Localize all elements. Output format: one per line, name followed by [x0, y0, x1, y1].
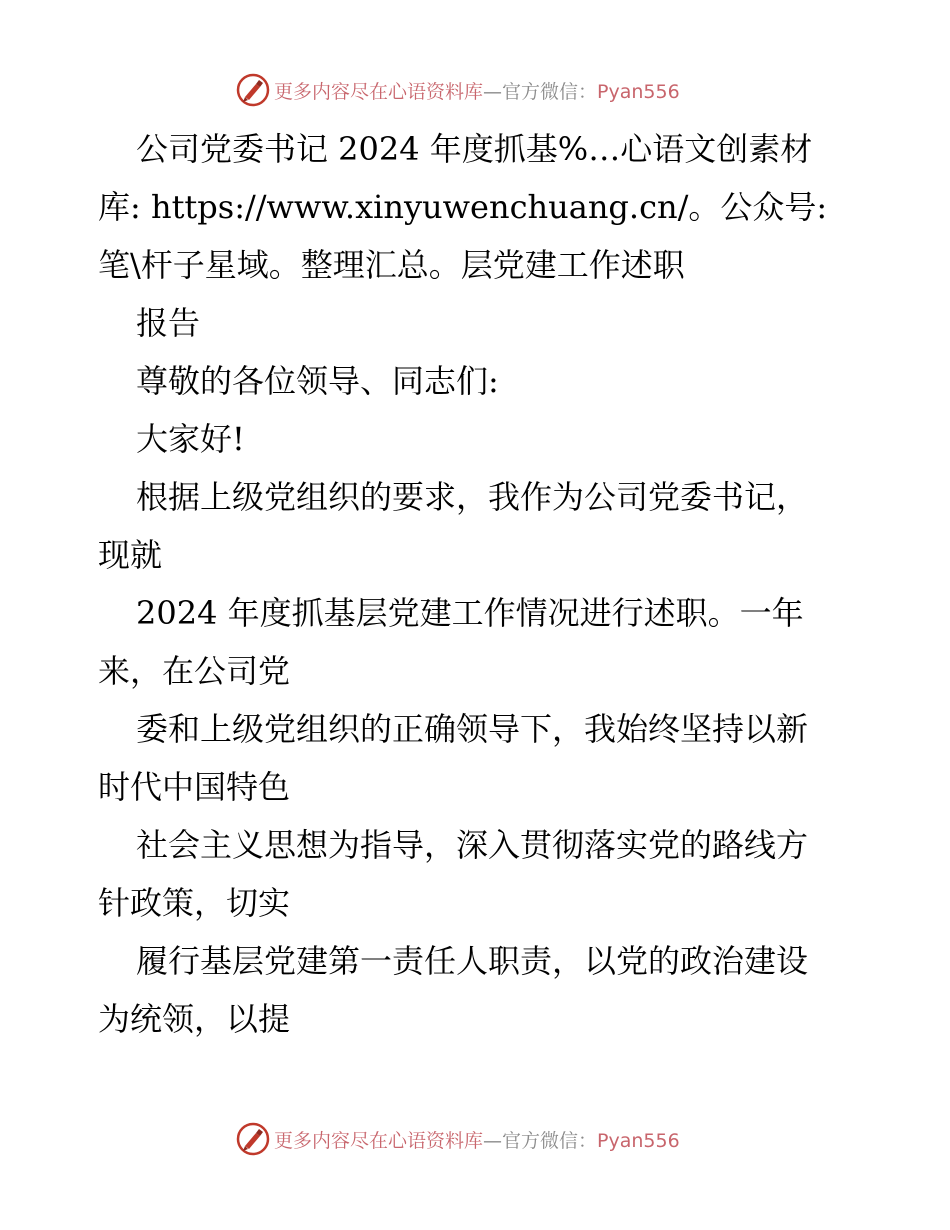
watermark-text: 更多内容尽在心语资料库—官方微信：Pyan556 — [274, 80, 680, 103]
document-body — [98, 120, 858, 1048]
paragraph-line: 社会主义思想为指导，深入贯彻落实党的路线方 — [136, 826, 809, 864]
watermark-footer — [236, 1122, 716, 1156]
paragraph-line: 库: https://www.xinyuwenchuang.cn/。公众号: — [98, 188, 828, 226]
watermark-header — [236, 73, 716, 107]
paragraph-line: 报告 — [136, 304, 201, 342]
paragraph-line: 履行基层党建第一责任人职责，以党的政治建设 — [136, 942, 809, 980]
pen-logo-icon — [236, 73, 270, 107]
paragraph-line: 来，在公司党 — [98, 652, 291, 690]
paragraph-line: 现就 — [98, 536, 163, 574]
paragraph-line: 为统领，以提 — [98, 1000, 291, 1038]
paragraph-line: 委和上级党组织的正确领导下，我始终坚持以新 — [136, 710, 809, 748]
paragraph-line: 针政策，切实 — [98, 884, 291, 922]
paragraph-line: 2024 年度抓基层党建工作情况进行述职。一年 — [136, 594, 804, 632]
paragraph-line: 时代中国特色 — [98, 768, 291, 806]
greeting-line: 尊敬的各位领导、同志们: — [136, 362, 499, 400]
paragraph-line: 笔\杆子星域。整理汇总。层党建工作述职 — [98, 246, 685, 284]
paragraph-line: 公司党委书记 2024 年度抓基%…心语文创素材 — [136, 130, 813, 168]
greeting-line: 大家好! — [136, 420, 245, 458]
paragraph-line: 根据上级党组织的要求，我作为公司党委书记， — [136, 478, 809, 516]
watermark-text: 更多内容尽在心语资料库—官方微信：Pyan556 — [274, 1129, 680, 1152]
pen-logo-icon — [236, 1122, 270, 1156]
